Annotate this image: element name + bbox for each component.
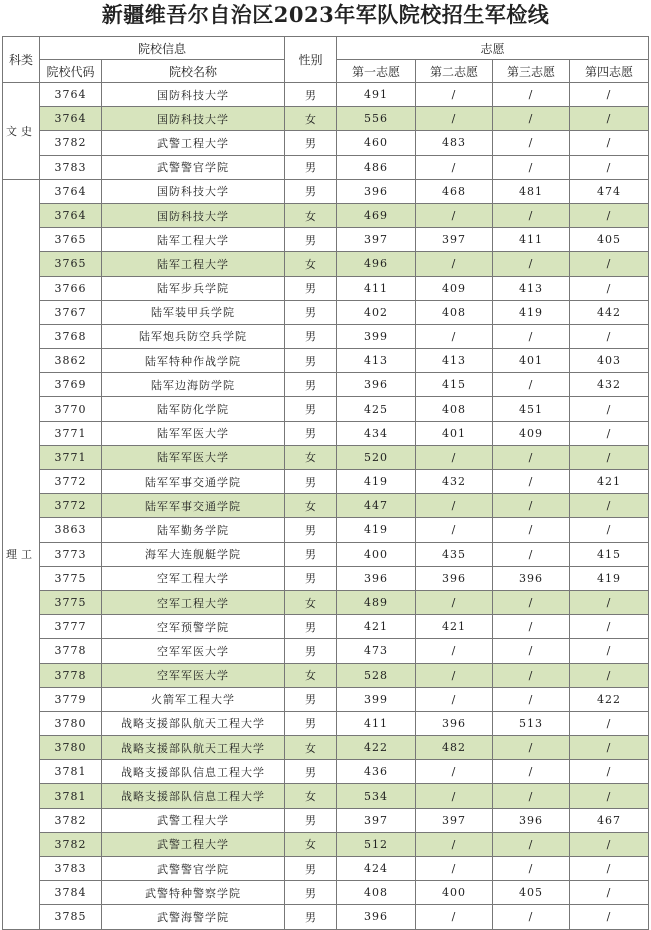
choice4-cell: / xyxy=(570,131,649,155)
name-cell: 武警海警学院 xyxy=(102,905,285,929)
table-row xyxy=(3,83,649,107)
choice1-cell: 396 xyxy=(337,905,416,929)
name-cell: 陆军军事交通学院 xyxy=(102,494,285,518)
code-cell: 3771 xyxy=(40,445,102,469)
choice1-cell: 397 xyxy=(337,228,416,252)
choice1-cell: 421 xyxy=(337,615,416,639)
gender-cell: 男 xyxy=(285,276,337,300)
name-cell: 空军军医大学 xyxy=(102,663,285,687)
choice4-cell: / xyxy=(570,857,649,881)
table-row xyxy=(3,542,649,566)
choice3-cell: 513 xyxy=(493,711,570,735)
name-cell: 火箭军工程大学 xyxy=(102,687,285,711)
name-cell: 陆军军事交通学院 xyxy=(102,470,285,494)
table-row xyxy=(3,615,649,639)
choice2-cell: / xyxy=(416,590,493,614)
code-cell: 3779 xyxy=(40,687,102,711)
choice2-cell: 468 xyxy=(416,179,493,203)
gender-cell: 男 xyxy=(285,83,337,107)
choice2-cell: / xyxy=(416,203,493,227)
gender-cell: 男 xyxy=(285,808,337,832)
choice2-cell: 409 xyxy=(416,276,493,300)
choice2-cell: 483 xyxy=(416,131,493,155)
choice2-cell: / xyxy=(416,832,493,856)
code-cell: 3775 xyxy=(40,566,102,590)
code-cell: 3782 xyxy=(40,808,102,832)
table-row xyxy=(3,324,649,348)
name-cell: 陆军工程大学 xyxy=(102,252,285,276)
table-row xyxy=(3,397,649,421)
choice3-cell: / xyxy=(493,494,570,518)
page-title: 新疆维吾尔自治区2023年军队院校招生军检线 xyxy=(101,2,550,27)
choice4-cell: / xyxy=(570,252,649,276)
gender-cell: 男 xyxy=(285,421,337,445)
choice4-cell: / xyxy=(570,397,649,421)
name-cell: 武警警官学院 xyxy=(102,155,285,179)
choice3-cell: / xyxy=(493,857,570,881)
gender-cell: 女 xyxy=(285,736,337,760)
choice1-cell: 411 xyxy=(337,276,416,300)
choice3-cell: / xyxy=(493,760,570,784)
name-cell: 陆军炮兵防空兵学院 xyxy=(102,324,285,348)
name-cell: 国防科技大学 xyxy=(102,179,285,203)
gender-cell: 男 xyxy=(285,155,337,179)
choice3-cell: / xyxy=(493,470,570,494)
choice4-cell: / xyxy=(570,324,649,348)
gender-cell: 女 xyxy=(285,494,337,518)
choice2-cell: 408 xyxy=(416,300,493,324)
gender-cell: 女 xyxy=(285,203,337,227)
choice3-cell: 451 xyxy=(493,397,570,421)
header-code: 院校代码 xyxy=(40,60,102,83)
choice3-cell: / xyxy=(493,687,570,711)
code-cell: 3863 xyxy=(40,518,102,542)
choice1-cell: 413 xyxy=(337,349,416,373)
gender-cell: 男 xyxy=(285,760,337,784)
name-cell: 战略支援部队信息工程大学 xyxy=(102,784,285,808)
choice2-cell: 435 xyxy=(416,542,493,566)
choice3-cell: / xyxy=(493,784,570,808)
gender-cell: 男 xyxy=(285,349,337,373)
choice2-cell: / xyxy=(416,252,493,276)
choice3-cell: / xyxy=(493,663,570,687)
choice1-cell: 528 xyxy=(337,663,416,687)
choice2-cell: / xyxy=(416,663,493,687)
choice4-cell: / xyxy=(570,615,649,639)
code-cell: 3778 xyxy=(40,663,102,687)
choice4-cell: / xyxy=(570,736,649,760)
name-cell: 国防科技大学 xyxy=(102,83,285,107)
choice4-cell: 474 xyxy=(570,179,649,203)
table-row xyxy=(3,107,649,131)
table-row xyxy=(3,711,649,735)
choice1-cell: 534 xyxy=(337,784,416,808)
choice3-cell: 411 xyxy=(493,228,570,252)
table-row xyxy=(3,131,649,155)
table-row xyxy=(3,445,649,469)
choice1-cell: 496 xyxy=(337,252,416,276)
table-row xyxy=(3,179,649,203)
header-choice2: 第二志愿 xyxy=(416,60,493,83)
code-cell: 3764 xyxy=(40,107,102,131)
table-row xyxy=(3,276,649,300)
name-cell: 陆军防化学院 xyxy=(102,397,285,421)
table-row xyxy=(3,736,649,760)
gender-cell: 男 xyxy=(285,300,337,324)
choice1-cell: 399 xyxy=(337,687,416,711)
gender-cell: 男 xyxy=(285,711,337,735)
gender-cell: 男 xyxy=(285,228,337,252)
code-cell: 3780 xyxy=(40,711,102,735)
choice4-cell: 419 xyxy=(570,566,649,590)
choice1-cell: 556 xyxy=(337,107,416,131)
choice2-cell: / xyxy=(416,494,493,518)
gender-cell: 男 xyxy=(285,905,337,929)
name-cell: 武警特种警察学院 xyxy=(102,881,285,905)
gender-cell: 男 xyxy=(285,639,337,663)
choice2-cell: / xyxy=(416,687,493,711)
choice2-cell: 400 xyxy=(416,881,493,905)
choice2-cell: / xyxy=(416,905,493,929)
gender-cell: 女 xyxy=(285,445,337,469)
table-row xyxy=(3,784,649,808)
choice2-cell: 397 xyxy=(416,808,493,832)
choice1-cell: 400 xyxy=(337,542,416,566)
choice3-cell: 409 xyxy=(493,421,570,445)
code-cell: 3769 xyxy=(40,373,102,397)
code-cell: 3777 xyxy=(40,615,102,639)
choice4-cell: / xyxy=(570,905,649,929)
choice4-cell: 405 xyxy=(570,228,649,252)
table-row xyxy=(3,228,649,252)
choice1-cell: 520 xyxy=(337,445,416,469)
choice3-cell: 419 xyxy=(493,300,570,324)
choice4-cell: / xyxy=(570,155,649,179)
choice2-cell: / xyxy=(416,857,493,881)
choice1-cell: 408 xyxy=(337,881,416,905)
code-cell: 3764 xyxy=(40,203,102,227)
choice1-cell: 419 xyxy=(337,470,416,494)
header-school-info: 院校信息 xyxy=(40,37,285,60)
choice3-cell: / xyxy=(493,639,570,663)
name-cell: 陆军军医大学 xyxy=(102,421,285,445)
table-row xyxy=(3,494,649,518)
gender-cell: 男 xyxy=(285,397,337,421)
choice2-cell: 432 xyxy=(416,470,493,494)
name-cell: 武警工程大学 xyxy=(102,832,285,856)
table-row xyxy=(3,663,649,687)
choice4-cell: / xyxy=(570,107,649,131)
choice1-cell: 424 xyxy=(337,857,416,881)
code-cell: 3764 xyxy=(40,83,102,107)
gender-cell: 男 xyxy=(285,857,337,881)
choice2-cell: 415 xyxy=(416,373,493,397)
choice2-cell: 413 xyxy=(416,349,493,373)
choice1-cell: 396 xyxy=(337,566,416,590)
choice3-cell: / xyxy=(493,373,570,397)
choice2-cell: / xyxy=(416,155,493,179)
choice2-cell: / xyxy=(416,639,493,663)
table-row xyxy=(3,808,649,832)
name-cell: 战略支援部队航天工程大学 xyxy=(102,711,285,735)
gender-cell: 男 xyxy=(285,615,337,639)
choice2-cell: / xyxy=(416,760,493,784)
name-cell: 战略支援部队航天工程大学 xyxy=(102,736,285,760)
gender-cell: 男 xyxy=(285,566,337,590)
choice4-cell: / xyxy=(570,590,649,614)
code-cell: 3780 xyxy=(40,736,102,760)
code-cell: 3773 xyxy=(40,542,102,566)
gender-cell: 女 xyxy=(285,252,337,276)
choice2-cell: / xyxy=(416,324,493,348)
admission-score-table xyxy=(2,36,649,930)
header-choice3: 第三志愿 xyxy=(493,60,570,83)
code-cell: 3766 xyxy=(40,276,102,300)
code-cell: 3775 xyxy=(40,590,102,614)
choice4-cell: / xyxy=(570,639,649,663)
choice1-cell: 419 xyxy=(337,518,416,542)
gender-cell: 女 xyxy=(285,590,337,614)
choice4-cell: 467 xyxy=(570,808,649,832)
table-row xyxy=(3,687,649,711)
choice3-cell: 401 xyxy=(493,349,570,373)
choice2-cell: 397 xyxy=(416,228,493,252)
name-cell: 陆军特种作战学院 xyxy=(102,349,285,373)
choice1-cell: 396 xyxy=(337,179,416,203)
table-row xyxy=(3,760,649,784)
code-cell: 3764 xyxy=(40,179,102,203)
header-gender: 性别 xyxy=(285,37,337,83)
gender-cell: 女 xyxy=(285,663,337,687)
name-cell: 空军预警学院 xyxy=(102,615,285,639)
choice1-cell: 491 xyxy=(337,83,416,107)
table-row xyxy=(3,905,649,929)
code-cell: 3768 xyxy=(40,324,102,348)
code-cell: 3765 xyxy=(40,252,102,276)
name-cell: 陆军工程大学 xyxy=(102,228,285,252)
gender-cell: 男 xyxy=(285,373,337,397)
choice4-cell: / xyxy=(570,760,649,784)
header-choices: 志愿 xyxy=(337,37,649,60)
table-row xyxy=(3,155,649,179)
header-subject: 科类 xyxy=(3,37,40,83)
code-cell: 3785 xyxy=(40,905,102,929)
subject-cell: 理工 xyxy=(3,179,40,929)
choice2-cell: / xyxy=(416,518,493,542)
choice1-cell: 411 xyxy=(337,711,416,735)
choice3-cell: / xyxy=(493,131,570,155)
choice2-cell: / xyxy=(416,83,493,107)
code-cell: 3781 xyxy=(40,784,102,808)
name-cell: 空军军医大学 xyxy=(102,639,285,663)
choice4-cell: 415 xyxy=(570,542,649,566)
choice1-cell: 512 xyxy=(337,832,416,856)
code-cell: 3783 xyxy=(40,857,102,881)
choice3-cell: / xyxy=(493,155,570,179)
name-cell: 空军工程大学 xyxy=(102,566,285,590)
code-cell: 3782 xyxy=(40,832,102,856)
choice3-cell: / xyxy=(493,905,570,929)
gender-cell: 男 xyxy=(285,470,337,494)
choice2-cell: 396 xyxy=(416,566,493,590)
choice4-cell: / xyxy=(570,711,649,735)
choice4-cell: 442 xyxy=(570,300,649,324)
name-cell: 国防科技大学 xyxy=(102,203,285,227)
choice3-cell: / xyxy=(493,542,570,566)
choice4-cell: 403 xyxy=(570,349,649,373)
gender-cell: 男 xyxy=(285,542,337,566)
choice3-cell: 405 xyxy=(493,881,570,905)
code-cell: 3784 xyxy=(40,881,102,905)
choice1-cell: 436 xyxy=(337,760,416,784)
code-cell: 3862 xyxy=(40,349,102,373)
choice3-cell: / xyxy=(493,590,570,614)
choice2-cell: / xyxy=(416,445,493,469)
choice1-cell: 489 xyxy=(337,590,416,614)
name-cell: 陆军装甲兵学院 xyxy=(102,300,285,324)
header-choice4: 第四志愿 xyxy=(570,60,649,83)
choice2-cell: 396 xyxy=(416,711,493,735)
table-row xyxy=(3,300,649,324)
name-cell: 空军工程大学 xyxy=(102,590,285,614)
code-cell: 3772 xyxy=(40,470,102,494)
name-cell: 国防科技大学 xyxy=(102,107,285,131)
table-row xyxy=(3,639,649,663)
choice3-cell: 396 xyxy=(493,566,570,590)
choice3-cell: / xyxy=(493,203,570,227)
choice4-cell: 422 xyxy=(570,687,649,711)
name-cell: 战略支援部队信息工程大学 xyxy=(102,760,285,784)
code-cell: 3765 xyxy=(40,228,102,252)
choice4-cell: / xyxy=(570,421,649,445)
choice1-cell: 402 xyxy=(337,300,416,324)
choice2-cell: 421 xyxy=(416,615,493,639)
table-row xyxy=(3,832,649,856)
choice1-cell: 397 xyxy=(337,808,416,832)
name-cell: 陆军勤务学院 xyxy=(102,518,285,542)
choice1-cell: 425 xyxy=(337,397,416,421)
name-cell: 陆军步兵学院 xyxy=(102,276,285,300)
choice3-cell: 413 xyxy=(493,276,570,300)
choice3-cell: / xyxy=(493,324,570,348)
choice3-cell: 396 xyxy=(493,808,570,832)
code-cell: 3778 xyxy=(40,639,102,663)
gender-cell: 男 xyxy=(285,687,337,711)
table-row xyxy=(3,349,649,373)
choice3-cell: / xyxy=(493,83,570,107)
choice2-cell: 401 xyxy=(416,421,493,445)
choice4-cell: / xyxy=(570,518,649,542)
choice1-cell: 460 xyxy=(337,131,416,155)
gender-cell: 男 xyxy=(285,518,337,542)
table-row xyxy=(3,470,649,494)
table-row xyxy=(3,421,649,445)
table-body xyxy=(3,83,649,930)
subject-cell: 文史 xyxy=(3,83,40,180)
choice1-cell: 486 xyxy=(337,155,416,179)
choice2-cell: / xyxy=(416,784,493,808)
choice3-cell: / xyxy=(493,736,570,760)
choice4-cell: / xyxy=(570,784,649,808)
code-cell: 3781 xyxy=(40,760,102,784)
choice3-cell: 481 xyxy=(493,179,570,203)
choice2-cell: 408 xyxy=(416,397,493,421)
gender-cell: 女 xyxy=(285,784,337,808)
name-cell: 武警警官学院 xyxy=(102,857,285,881)
header-name: 院校名称 xyxy=(102,60,285,83)
choice4-cell: / xyxy=(570,276,649,300)
choice4-cell: 432 xyxy=(570,373,649,397)
name-cell: 陆军军医大学 xyxy=(102,445,285,469)
code-cell: 3772 xyxy=(40,494,102,518)
choice4-cell: / xyxy=(570,881,649,905)
gender-cell: 男 xyxy=(285,881,337,905)
code-cell: 3782 xyxy=(40,131,102,155)
choice1-cell: 434 xyxy=(337,421,416,445)
table-row xyxy=(3,566,649,590)
choice4-cell: / xyxy=(570,832,649,856)
choice1-cell: 473 xyxy=(337,639,416,663)
choice1-cell: 399 xyxy=(337,324,416,348)
choice3-cell: / xyxy=(493,445,570,469)
code-cell: 3783 xyxy=(40,155,102,179)
choice3-cell: / xyxy=(493,832,570,856)
choice4-cell: / xyxy=(570,83,649,107)
gender-cell: 男 xyxy=(285,131,337,155)
choice2-cell: 482 xyxy=(416,736,493,760)
header-choice1: 第一志愿 xyxy=(337,60,416,83)
choice4-cell: 421 xyxy=(570,470,649,494)
choice3-cell: / xyxy=(493,252,570,276)
table-row xyxy=(3,203,649,227)
choice4-cell: / xyxy=(570,494,649,518)
choice1-cell: 447 xyxy=(337,494,416,518)
choice3-cell: / xyxy=(493,518,570,542)
choice1-cell: 396 xyxy=(337,373,416,397)
table-row xyxy=(3,252,649,276)
name-cell: 海军大连舰艇学院 xyxy=(102,542,285,566)
choice3-cell: / xyxy=(493,107,570,131)
choice1-cell: 469 xyxy=(337,203,416,227)
choice4-cell: / xyxy=(570,445,649,469)
choice4-cell: / xyxy=(570,203,649,227)
name-cell: 武警工程大学 xyxy=(102,131,285,155)
name-cell: 陆军边海防学院 xyxy=(102,373,285,397)
name-cell: 武警工程大学 xyxy=(102,808,285,832)
choice3-cell: / xyxy=(493,615,570,639)
table-row xyxy=(3,590,649,614)
table-row xyxy=(3,518,649,542)
gender-cell: 女 xyxy=(285,832,337,856)
table-row xyxy=(3,881,649,905)
choice1-cell: 422 xyxy=(337,736,416,760)
choice2-cell: / xyxy=(416,107,493,131)
code-cell: 3771 xyxy=(40,421,102,445)
gender-cell: 女 xyxy=(285,107,337,131)
gender-cell: 男 xyxy=(285,324,337,348)
choice4-cell: / xyxy=(570,663,649,687)
code-cell: 3767 xyxy=(40,300,102,324)
table-row xyxy=(3,373,649,397)
gender-cell: 男 xyxy=(285,179,337,203)
code-cell: 3770 xyxy=(40,397,102,421)
